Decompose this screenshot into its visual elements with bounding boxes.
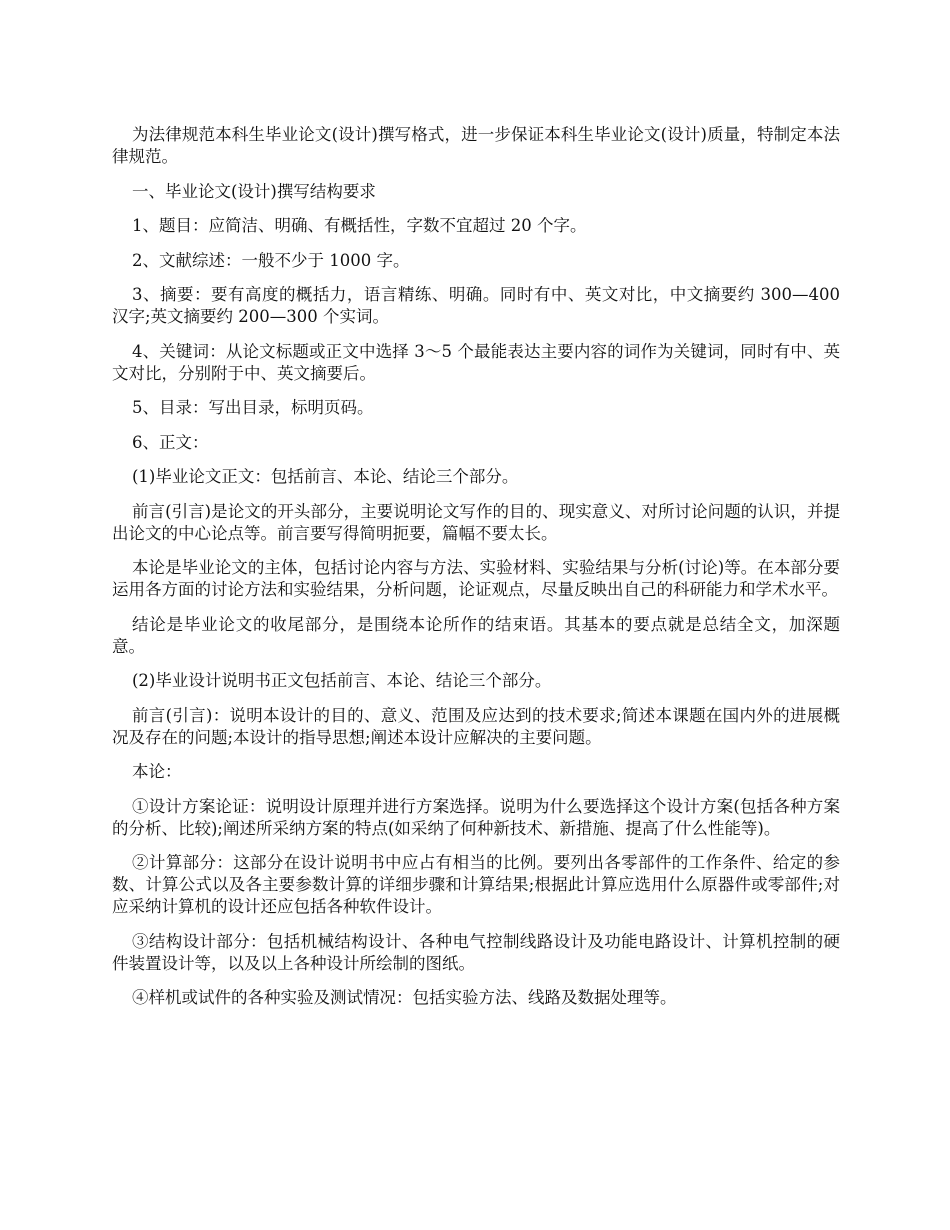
design-calculation-paragraph: ②计算部分：这部分在设计说明书中应占有相当的比例。要列出各零部件的工作条件、给定的参数、计算公式以及各主要参数计算的详细步骤和计算结果;根据此计算应选用什么原器件或零部件;对应采纳计算机的设计还应包括各种软件设计。 — [112, 853, 840, 916]
design-main-heading: 本论： — [132, 762, 182, 781]
design-preface-paragraph: 前言(引言)：说明本设计的目的、意义、范围及应达到的技术要求;简述本课题在国内外的进展概况及存在的问题;本设计的指导思想;阐述本设计应解决的主要问题。 — [112, 705, 840, 747]
document-body — [112, 124, 840, 1022]
subsection-design-body: (2)毕业设计说明书正文包括前言、本论、结论三个部分。 — [132, 671, 552, 690]
thesis-conclusion-paragraph: 结论是毕业论文的收尾部分，是围绕本论所作的结束语。其基本的要点就是总结全文，加深题意。 — [112, 614, 840, 656]
item-abstract: 3、摘要：要有高度的概括力，语言精练、明确。同时有中、英文对比，中文摘要约 300—400 汉字;英文摘要约 200—300 个实词。 — [112, 285, 840, 326]
design-scheme-paragraph: ①设计方案论证：说明设计原理并进行方案选择。说明为什么要选择这个设计方案(包括各种方案的分析、比较);阐述所采纳方案的特点(如采纳了何种新技术、新措施、提高了什么性能等)。 — [112, 796, 840, 838]
thesis-main-paragraph: 本论是毕业论文的主体，包括讨论内容与方法、实验材料、实验结果与分析(讨论)等。在本部分要运用各方面的讨论方法和实验结果，分析问题，论证观点，尽量反映出自己的科研能力和学术水平。 — [112, 558, 840, 599]
item-title: 1、题目：应简洁、明确、有概括性，字数不宜超过 20 个字。 — [132, 216, 587, 235]
item-contents: 5、目录：写出目录，标明页码。 — [132, 398, 374, 417]
thesis-preface-paragraph: 前言(引言)是论文的开头部分，主要说明论文写作的目的、现实意义、对所讨论问题的认识，并提出论文的中心论点等。前言要写得简明扼要，篇幅不要太长。 — [112, 501, 840, 543]
item-keywords: 4、关键词：从论文标题或正文中选择 3～5 个最能表达主要内容的词作为关键词，同时有中、英文对比，分别附于中、英文摘要后。 — [112, 341, 840, 383]
item-main-text: 6、正文： — [132, 432, 209, 452]
intro-paragraph: 为法律规范本科生毕业论文(设计)撰写格式，进一步保证本科生毕业论文(设计)质量，特制定本法律规范。 — [112, 125, 840, 166]
section-heading: 一、毕业论文(设计)撰写结构要求 — [132, 181, 376, 201]
subsection-thesis-body: (1)毕业论文正文：包括前言、本论、结论三个部分。 — [132, 467, 519, 486]
item-literature-review: 2、文献综述：一般不少于 1000 字。 — [132, 250, 410, 270]
design-structure-paragraph: ③结构设计部分：包括机械结构设计、各种电气控制线路设计及功能电路设计、计算机控制的硬件装置设计等，以及以上各种设计所绘制的图纸。 — [112, 931, 840, 973]
design-testing-paragraph: ④样机或试件的各种实验及测试情况：包括实验方法、线路及数据处理等。 — [132, 988, 677, 1007]
